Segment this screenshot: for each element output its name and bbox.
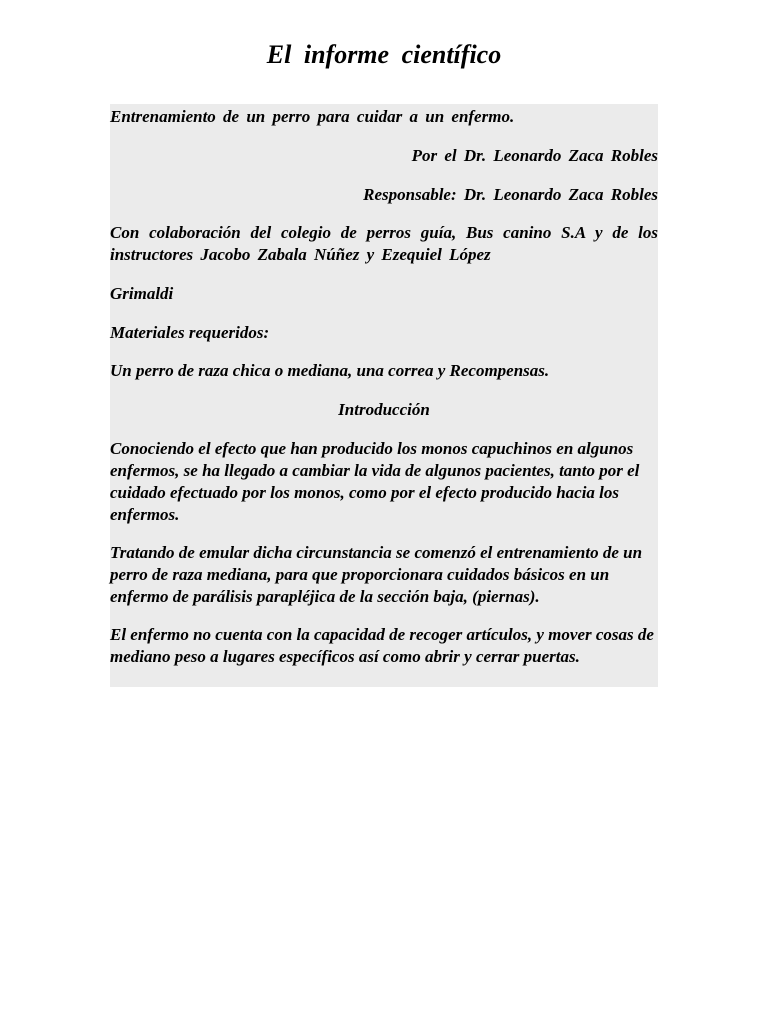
responsible-line: Responsable: Dr. Leonardo Zaca Robles (363, 185, 658, 204)
materials-heading: Materiales requeridos: (110, 323, 270, 342)
introduction-paragraph-1: Conociendo el efecto que han producido los monos capuchinos en algunos enfermos, se ha llegado a cambiar la vida de algunos pacientes, tanto por el cuidado efectuado por los monos, como por el efecto producido hacia los enfermos. (110, 439, 640, 524)
introduction-paragraph-3: El enfermo no cuenta con la capacidad de recoger artículos, y mover cosas de mediano peso a lugares específicos así como abrir y cerrar puertas. (110, 625, 654, 666)
introduction-paragraph-2: Tratando de emular dicha circunstancia se comenzó el entrenamiento de un perro de raza mediana, para que proporcionara cuidados básicos en un enfermo de parálisis parapléjica de la sección baja, (piernas). (110, 543, 643, 606)
collaboration-paragraph: Con colaboración del colegio de perros guía, Bus canino S.A y de los instructores Jacobo Zabala Núñez y Ezequiel López (110, 223, 658, 264)
author-line: Por el Dr. Leonardo Zaca Robles (411, 146, 658, 165)
materials-paragraph: Un perro de raza chica o mediana, una correa y Recompensas. (110, 361, 550, 380)
introduction-heading: Introducción (338, 400, 430, 419)
collaboration-continuation: Grimaldi (110, 284, 174, 303)
subtitle-paragraph: Entrenamiento de un perro para cuidar a un enfermo. (110, 107, 515, 126)
document-title: El informe científico (266, 40, 502, 69)
document-body (110, 104, 658, 687)
